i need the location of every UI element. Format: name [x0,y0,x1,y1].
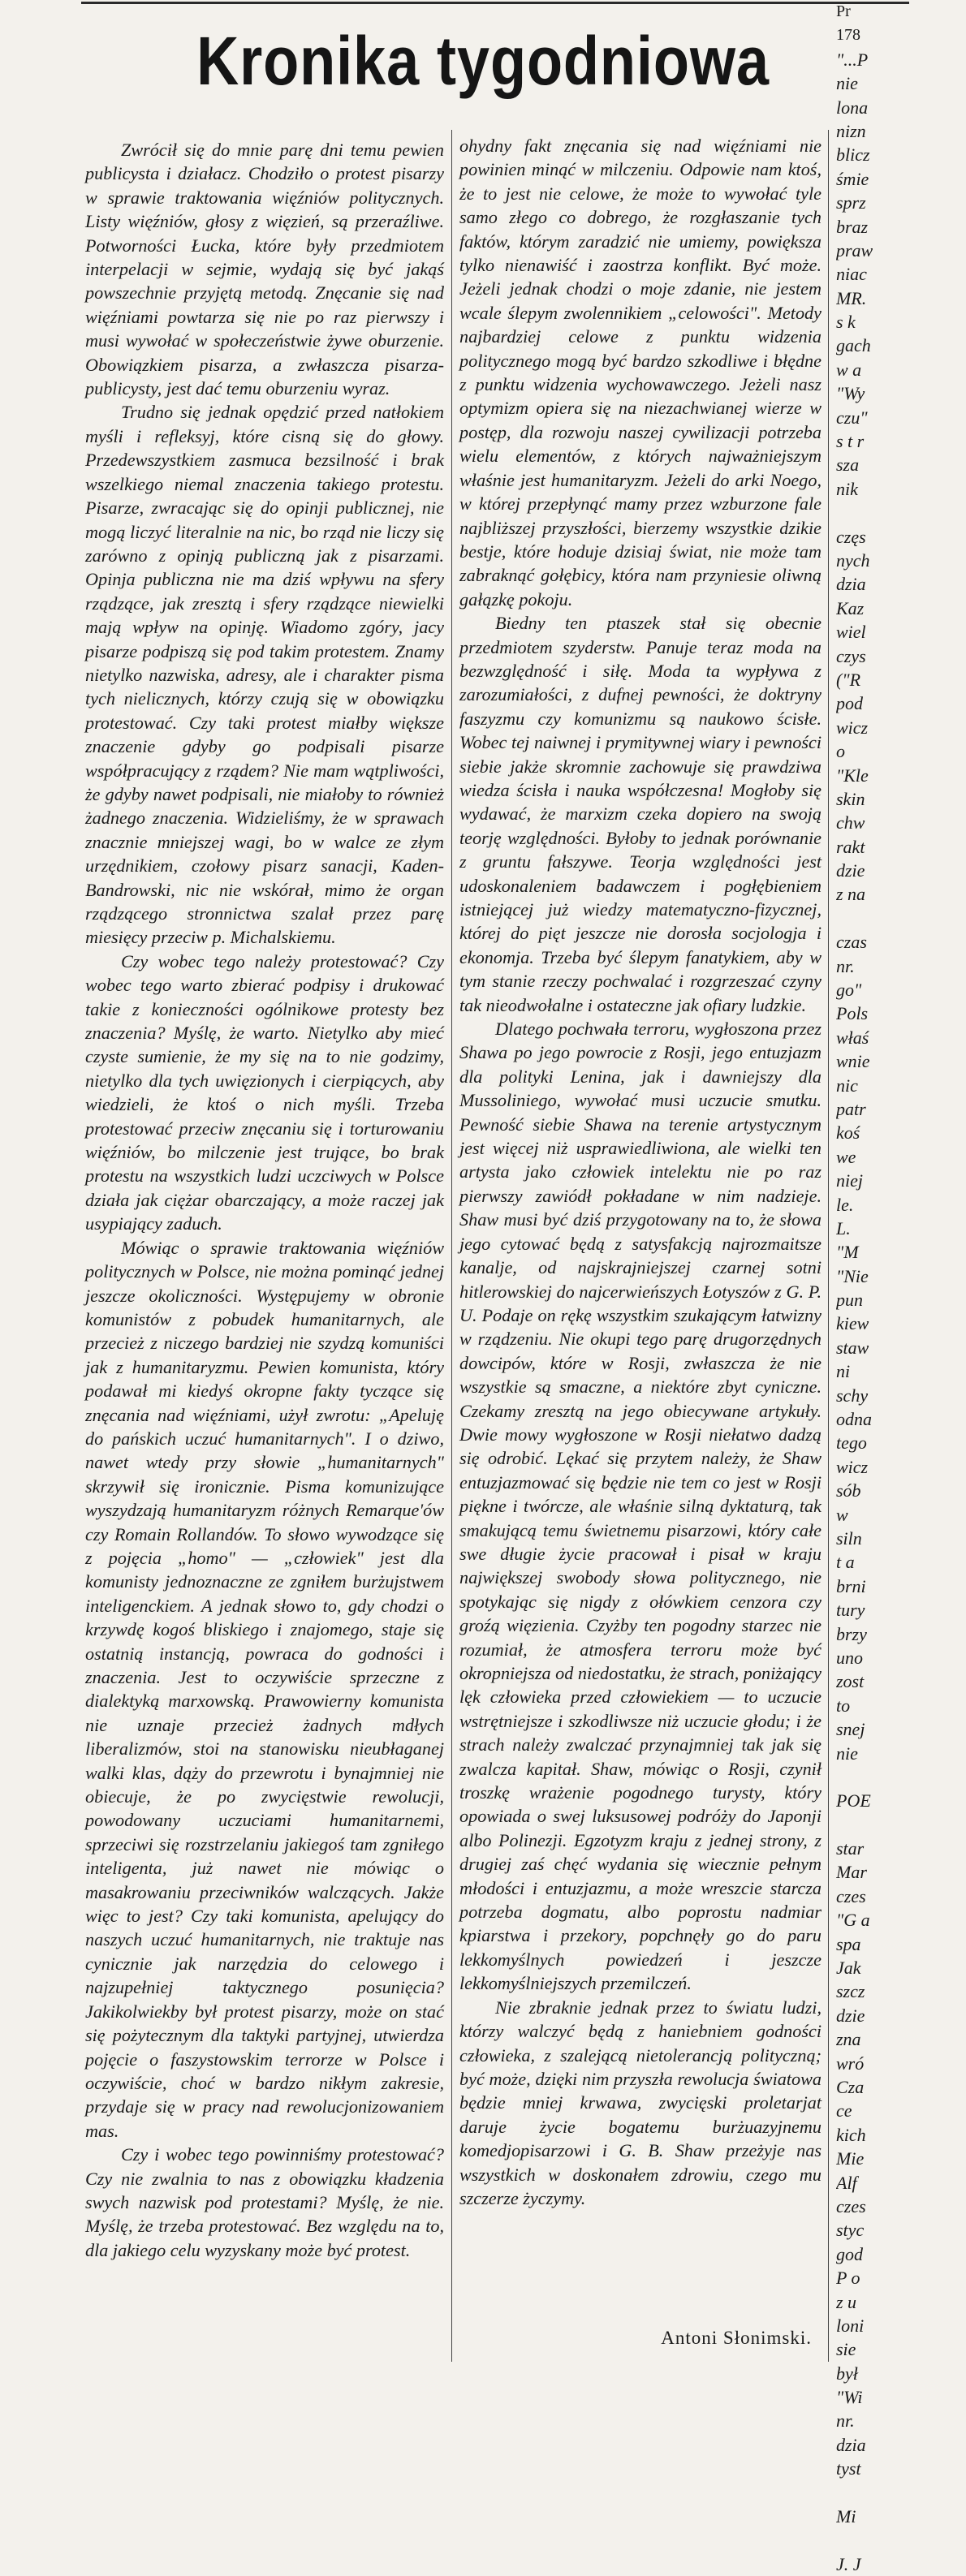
fragment-line: śmie [836,168,869,189]
column-divider [828,130,829,2362]
paragraph: Nie zbraknie jednak przez to światu ludzi, którzy walczyć będą z haniebniem godności człowieka, z szalejącą nietolerancją polityczną; być może, dzięki nim przyszła rewolucja światowa będzie mniej krwawa, zwycięski proletarjat daruje życie bogatemu burżuazyjnemu komedjopisarzowi i G. B. Shaw przeżyje nas wszystkich w doskonałem zdrowiu, czego mu szczerze życzymy. [459,1997,822,2208]
fragment-line: wicz [836,717,869,738]
fragment-line: Pr [836,2,851,20]
top-rule [81,2,909,4]
fragment-line: niac [836,264,867,285]
fragment-line: nr. [836,955,855,976]
fragment-line: dzia [836,2434,866,2455]
fragment-line: snej [836,1719,865,1740]
fragment-line: braz [836,216,869,237]
fragment-line: rakt [836,836,865,857]
fragment-line: "Wi [836,2387,863,2408]
fragment-line: zna [836,2029,861,2050]
paragraph: ohydny fakt znęcania się nad więźniami nie powinien minąć w milczeniu. Odpowie nam ktoś, że to jest nie celowe, że może to wywołać tyle samo złego co dobrego, że rozgłaszanie tych faktów, którym zaradzić nie umiemy, powiększa tylko nienawiść i zaostrza konflikt. Być może. Jeżeli jednak chodzi o moje zdanie, nie jestem wcale ślepym zwolennikiem „celowości". Metody najbardziej celowe z punktu widzenia politycznego mogą być bardzo szkodliwe i błędne z punktu widzenia wychowawczego. Jeżeli nasz optymizm opiera się na niezachwianej wierze w postęp, dla rozwoju naszej cywilizacji potrzeba wielu elementów, z których najważniejszym właśnie jest humanitaryzm. Jeżeli do arki Noego, w której przepłynąć mamy przez wzburzone fale najbliższej przyszłości, bierzemy wszystkie dzikie bestje, które hoduje dzisiaj świat, nie może tam zabraknąć gołębicy, która nam przyniesie oliwną gałązkę pokoju. [459,136,822,610]
fragment-line: odna [836,1409,872,1430]
fragment-line: we [836,1146,856,1167]
fragment-line: Alf [836,2172,857,2193]
fragment-line: Pols [836,1003,869,1024]
fragment-line: "G a [836,1910,870,1931]
fragment-line: staw [836,1337,869,1358]
fragment-line: czu" [836,407,868,428]
fragment-line: czes [836,1885,866,1906]
fragment-line: nr. [836,2410,855,2432]
fragment-line: nizn [836,120,866,141]
fragment-line: sób [836,1480,861,1501]
fragment-line: J. J [836,2553,861,2574]
fragment-line: nie [836,73,858,94]
adjacent-column-fragment [836,0,966,2576]
fragment-line: dzie [836,2005,865,2026]
fragment-line: skin [836,788,865,809]
fragment-line: le. [836,1194,854,1215]
paragraph: Biedny ten ptaszek stał się obecnie przedmiotem szyderstw. Panuje teraz moda na bezwzględność i siłę. Moda ta wypływa z zarozumiałości, z dufnej pewności, że doktryny faszyzmu czy komunizmu są naukowo ścisłe. Wobec tej naiwnej i prymitywnej wiary i pewności siebie jakże skromnie zachowuje się prawdziwa wiedza ścisła i nauka współczesna! Mogłoby się wydawać, że marxizm czeka dopiero na swoją teorję względności. Byłoby to jednak porównanie z gruntu fałszywe. Teorja względności jest udoskonaleniem badawczem i pogłębieniem istniejącej już wiedzy matematyczno-fizycznej, której do pięt jeszcze nie dorosła socjologja i ekonomja. Trzeba być ślepym fanatykiem, aby w tym stanie rzeczy pochwalać i rozgrzeszać czyny tak nieodwołalne i ostateczne jak ofiary ludzkie. [459,613,822,1015]
fragment-line: chw [836,812,865,834]
fragment-line: Jak [836,1958,861,1979]
fragment-line: star [836,1838,865,1859]
fragment-line: koś [836,1122,860,1144]
fragment-line: praw [836,239,873,261]
fragment-line: brni [836,1575,866,1596]
fragment-line [836,2528,966,2552]
fragment-line: z u [836,2291,857,2312]
paragraph: Dlatego pochwała terroru, wygłoszona przez Shawa po jego powrocie z Rosji, jego entuzjazm dla polityki Lenina, jak i dawniejszy dla Mussoliniego, wywołać musi uczucie smutku. Pewność siebie Shawa na terenie artystycznym jest więcej niż usprawiedliwiona, ale wielki ten artysta jako człowiek intelektu nie po raz pierwszy zawiódł pokładane w nim nadzieje. Shaw musi być dziś przygotowany na to, że słowa jego cytować będą z satysfakcją najrozmaitsze kanalje, od najskrajniejszej czarnej sotni hitlerowskiej do najcerwieńszych Łotyszów z G. P. U. Podaje on rękę wszystkim szukającym łatwizny w rządzeniu. Nie okupi tego parę drugorzędnych dowcipów, które w Rosji, zwłaszcza że nie wszystkie są smaczne, a niektóre zbyt cyniczne. Czekamy zresztą na jego obiecywane artykuły. Dwie mowy wygłoszone w Rosji niełatwo dadzą się odrobić. Lękać się przytem należy, że Shaw entuzjazmować się będzie nie tem co jest w Rosji piękne i twórcze, ale właśnie silną dyktaturą, tak smakującą temu świetnemu pisarzowi, który całe swe długie życie pracował i pisał w kraju największej swobody słowa politycznego, nie spotykając się nigdy z ołówkiem cenzora czy groźą więzienia. Czyżby ten pogodny starzec nie rozumiał, że atmosfera terroru może być okropniejsza od niedostatku, że strach, poniżający lęk człowieka przed człowiekiem — to uczucie wstrętniejsze i szkodliwsze niż uczucie głodu; i że strach należy zwalczać przynajmniej tak jak się zwalcza kapitał. Shaw, mówiąc o Rosji, czynił troszkę wrażenie pogodnego turysty, który opowiada o swej luksusowej podróży do Japonji albo Polinezji. Egzotyzm kraju z jednej strony, z drugiej zaś chęć wydania się wiecznie pełnym młodości i entuzjazmu, a może wreszcie starcza potrzeba dogmatu, albo poprostu nadmiar kpiarstwa i przekory, popchnęły go do paru lekkomyślnych powiedzeń i jeszcze lekkomyślniejszych przemilczeń. [459,1019,822,1994]
fragment-line: "Kle [836,765,869,786]
fragment-line: częs [836,526,866,547]
author-signature: Antoni Słonimski. [661,2328,812,2348]
fragment-line: go" [836,980,862,1001]
fragment-line: czas [836,932,867,953]
paragraph: Czy wobec tego należy protestować? Czy wobec tego warto zbierać podpisy i drukować takie z konieczności ogólnikowe protesty bez znaczenia? Myślę, że warto. Nietylko aby mieć czyste sumienie, że my się na to nie godzimy, nietylko dla tych uwięzionych i cierpiących, aby wiedzieli, że ktoś o nich myśli. Trzeba protestować przeciw znęcaniu się i torturowaniu więźniów, bo milczenie jest trujące, bo brak protestu na wszystkich ludzi uczciwych w Polsce działa jak ciężar obarczający, a może raczej jak usypiający zaduch. [85,950,444,1234]
fragment-line: szcz [836,1981,865,2002]
fragment-line: nic [836,1075,858,1096]
fragment-line: nych [836,549,870,571]
page-title: Kronika tygodniowa [196,23,770,99]
fragment-line: schy [836,1385,869,1406]
fragment-line: L. [836,1217,851,1238]
fragment-line: "...P [836,49,869,70]
fragment-line: wicz [836,1456,869,1477]
fragment-line: siln [836,1528,862,1549]
fragment-line: niej [836,1170,863,1191]
fragment-line: o [836,741,845,762]
fragment-line: spa [836,1933,861,1954]
fragment-line: Mie [836,2148,865,2169]
fragment-line: ("R [836,669,861,690]
fragment-line [836,1813,966,1837]
fragment-line [836,2481,966,2505]
fragment-line: w [836,1504,848,1525]
fragment-line: "Nie [836,1265,869,1286]
fragment-line: Mi [836,2506,856,2527]
fragment-line: "M [836,1242,859,1263]
fragment-line: czes [836,2195,866,2216]
fragment-line: t a [836,1552,855,1573]
fragment-line: blicz [836,144,870,166]
fragment-line: właś [836,1027,869,1048]
fragment-line: wnie [836,1051,870,1072]
paragraph: Zwrócił się do mnie parę dni temu pewien publicysta i działacz. Chodziło o protest pisarzy w sprawie traktowania więźniów politycznych. Listy więźniów, głosy z więzień, są przeraźliwe. Potworności Łucka, które były przedmiotem interpelacji w sejmie, wydają się być jakąś powszechnie przyjętą metodą. Znęcanie się nad więźniami powtarza się nie po raz pierwszy i musi wywołać w społeczeństwie żywe oburzenie. Obowiązkiem pisarza, a zwłaszcza pisarza-publicysty, jest dać temu oburzeniu wyraz. [85,140,444,399]
fragment-line: pod [836,693,863,714]
paragraph: Trudno się jednak opędzić przed natłokiem myśli i refleksyj, które cisną się do głowy. Przedewszystkiem zasmuca bezsilność i brak wszelkiego niemal znaczenia takiego protestu. Pisarze, zwracając się do opinji publicznej, nie mogą liczyć literalnie na nic, bo rząd nie liczy się zarówno z opinją publiczną jak z pisarzami. Opinja publiczna nie ma dziś wpływu na sfery rządzące, jak zresztą i sfery rządzące niewielki mają wpływ na opinję. Wiadomo zgóry, jacy pisarze podpiszą się pod takim protestem. Znamy nietylko nazwiska, adresy, ale i charakter pisma tych nielicznych, którzy czują się w obowiązku protestować. Czy taki protest miałby większe znaczenie gdyby go podpisali pisarze współpracujący z rządem? Nie mam wątpliwości, że gdyby nawet podpisali, nie miałoby to również żadnego znaczenia. Widzieliśmy, że w sprawach znacznie mniejszej wagi, bo w walce ze złym urzędnikiem, czołowy pisarz sanacji, Kaden-Bandrowski, nic nie wskórał, mimo że organ rządzącego stronnictwa szalał przez parę miesięcy przeciw p. Michalskiemu. [85,402,444,948]
fragment-line: dzia [836,574,866,595]
fragment-line: wró [836,2053,865,2074]
fragment-line: dzie [836,860,865,881]
fragment-line: tyst [836,2458,861,2479]
fragment-line: w a [836,359,862,380]
fragment-line: sza [836,454,860,476]
fragment-line: s t r [836,431,865,452]
fragment-line: s k [836,312,856,333]
paragraph: Czy i wobec tego powinniśmy protestować? Czy nie zwalnia to nas z obowiązku kładzenia swych nazwisk pod protestami? Myślę, że nie. Myślę, że trzeba protestować. Bez względu na to, dla jakiego celu wyzyskany może być protest. [85,2144,444,2260]
fragment-line: pun [836,1290,863,1311]
fragment-line: P o [836,2268,860,2289]
article-column-2 [459,134,822,2210]
fragment-line: ni [836,1361,851,1382]
fragment-line [836,501,966,524]
fragment-line: MR. [836,287,867,308]
fragment-line: nie [836,1742,858,1764]
fragment-line [836,1765,966,1789]
article-column-1 [85,138,444,2262]
fragment-line: styc [836,2220,865,2241]
fragment-line: Cza [836,2076,865,2097]
fragment-line: POE [836,1790,871,1811]
fragment-line: Mar [836,1862,867,1883]
fragment-line: brzy [836,1623,867,1644]
fragment-line: był [836,2363,858,2384]
fragment-line: lona [836,97,869,118]
column-divider [451,130,452,2362]
fragment-line: 178 [836,26,860,45]
fragment-line: sie [836,2339,856,2360]
fragment-line: ce [836,2100,852,2122]
fragment-line [836,907,966,930]
fragment-line: to [836,1695,851,1716]
fragment-line: tego [836,1432,867,1454]
fragment-line: god [836,2243,863,2264]
fragment-line: nik [836,478,858,499]
fragment-line: uno [836,1647,863,1668]
fragment-line: kiew [836,1313,869,1334]
fragment-line: Kaz [836,597,865,618]
fragment-line: wiel [836,622,866,643]
fragment-line: gach [836,335,871,356]
fragment-line: z na [836,884,866,905]
fragment-line: zost [836,1671,865,1692]
fragment-line: tury [836,1600,865,1621]
paragraph: Mówiąc o sprawie traktowania więźniów politycznych w Polsce, nie można pominąć jednej jeszcze okoliczności. Występujemy w obronie komunistów z pobudek humanitarnych, ale przecież z niczego bardziej nie szydzą komuniści jak z humanitaryzmu. Pewien komunista, który podawał mi kiedyś okropne fakty tyczące się znęcania nad więźniami, użył zwrotu: „Apeluję do pańskich uczuć humanitarnych". I o dziwo, nawet wtedy przy słowie „humanitarnych" skrzywił się ironicznie. Pisma komunizujące wyszydzają humanitaryzm różnych Remarque'ów czy Romain Rollandów. To słowo wywodzące się z pojęcia „homo" — „człowiek" jest dla komunisty jednoznaczne ze zgniłem burżujstwem inteligenckiem. A jednak słowo to, gdy chodzi o krzywdę kogoś bliskiego i znajomego, staje się ostatnią instancją, powraca do godności i znaczenia. Jest to oczywiście sprzeczne z dialektyką marxowską. Prawowierny komunista nie uznaje przecież żadnych mdłych liberalizmów, stoi na stanowisku nieubłaganej walki klas, dąży do przewrotu i bynajmniej nie obiecuje, że po zwycięstwie rewolucji, powodowany uczuciami humanitarnemi, sprzeciwi się rozstrzelaniu jakiegoś tam zgniłego inteligenta, już nawet nie mówiąc o masakrowaniu przeciwników walczących. Jakże więc to jest? Czy taki komunista, apelujący do naszych uczuć humanitarnych, nie traktuje nas cynicznie jak narzędzia do celowego i najzupełniej taktycznego posunięcia? Jakikolwiekby był protest pisarzy, może on stać się pożytecznym dla taktyki partyjnej, utwierdza pojęcie o faszystowskim terrorze w Polsce i oczywiście, choć w bardzo nikłym zakresie, przydaje się w pracy nad rewolucjonizowaniem mas. [85,1237,444,2141]
fragment-line: loni [836,2315,865,2336]
fragment-line: sprz [836,192,866,213]
fragment-line: patr [836,1098,866,1119]
fragment-line: "Wy [836,383,865,404]
fragment-line: kich [836,2124,866,2145]
fragment-line: czys [836,645,866,666]
